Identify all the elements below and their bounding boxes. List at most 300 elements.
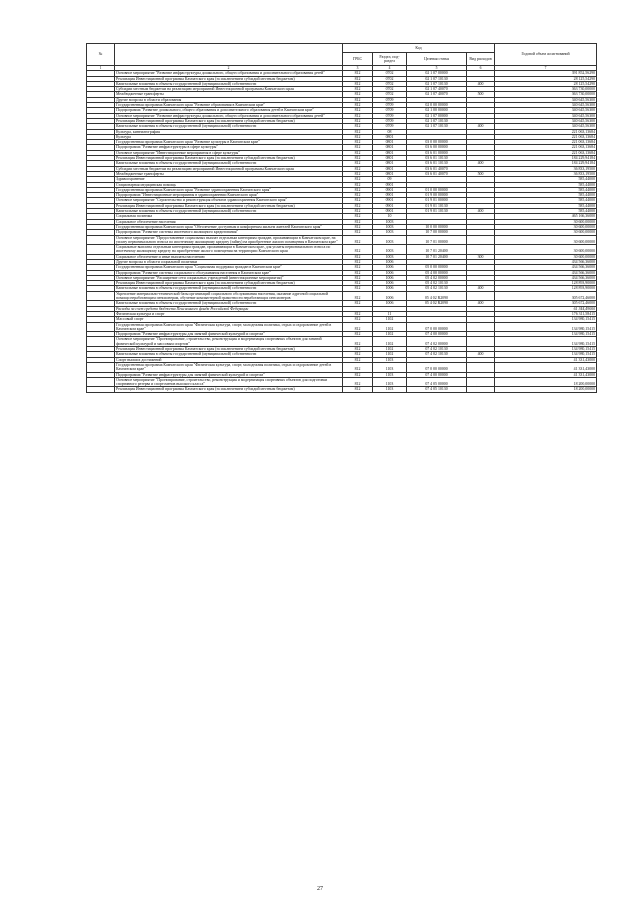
row-grbs: 812	[343, 332, 373, 337]
row-target: 02 1 07 00000	[407, 113, 467, 118]
row-amount: 221 063,13684	[495, 129, 597, 134]
row-vid	[467, 291, 495, 301]
table-row	[87, 362, 597, 372]
row-target: 01 9 01 10130	[407, 203, 467, 208]
col-grbs-header: ГРБС	[343, 53, 373, 66]
row-section: 0901	[373, 182, 407, 187]
row-amount: 30 600,00000	[495, 230, 597, 235]
row-amount: 134 980,15415	[495, 317, 597, 322]
row-target: 03 6 00 00000	[407, 145, 467, 150]
row-vid: 500	[467, 92, 495, 97]
row-target: 01 9 01 10130	[407, 209, 467, 214]
row-grbs: 812	[343, 337, 373, 347]
row-amount: 176 311,58415	[495, 311, 597, 316]
row-section: 1006	[373, 281, 407, 286]
row-num	[87, 235, 115, 245]
row-grbs: 812	[343, 182, 373, 187]
row-section: 0801	[373, 161, 407, 166]
row-num	[87, 291, 115, 301]
row-section: 0801	[373, 150, 407, 155]
row-name: Укрепление материально-технической базы организаций социального обслуживания населения, оказание адресной социальной помощи неработающим пенсионерам, обучение компьютерной грамотности неработающих пенсионеров	[115, 291, 343, 301]
row-name: Подпрограмма "Развитие системы ипотечного жилищного кредитования"	[115, 230, 343, 235]
row-amount: 41 331,43000	[495, 372, 597, 377]
row-grbs: 812	[343, 254, 373, 259]
row-grbs: 812	[343, 224, 373, 229]
row-section: 0709	[373, 124, 407, 129]
row-target: 07 0 00 00000	[407, 362, 467, 372]
row-grbs: 812	[343, 270, 373, 275]
table-row	[87, 235, 597, 245]
row-name: Расходы за счет средств бюджета Пенсионного фонда Российской Федерации	[115, 306, 343, 311]
row-num	[87, 387, 115, 392]
row-grbs: 812	[343, 219, 373, 224]
row-target: 05 4 02 00000	[407, 275, 467, 280]
row-amount: 434 566,36000	[495, 265, 597, 270]
row-target: 02 1 07 00000	[407, 71, 467, 76]
row-amount: 134 980,15415	[495, 337, 597, 347]
row-name: Основное мероприятие "Инвестиционные мероприятия в сфере культуры"	[115, 150, 343, 155]
row-name: Культура, кинематография	[115, 129, 343, 134]
budget-table-sheet	[86, 43, 596, 393]
row-grbs: 812	[343, 372, 373, 377]
row-amount: 363 730,00000	[495, 87, 597, 92]
row-section: 0901	[373, 187, 407, 192]
row-name: Основное мероприятие "Предоставление социальных выплат отдельным категориям граждан, проживающим в Камчатском крае, на уплату первоначального взноса по ипотечному жилищному кредиту (займу) на приобретение жилого помещения в Камчатском крае"	[115, 235, 343, 245]
row-amount: 305 672,46000	[495, 301, 597, 306]
row-amount: 184 229,94184	[495, 156, 597, 161]
table-row	[87, 322, 597, 332]
row-grbs: 812	[343, 71, 373, 76]
row-name: Основное мероприятие "Расширение сети социальных учреждений (инвестиционные мероприятия)"	[115, 275, 343, 280]
row-target: 03 6 01 10130	[407, 161, 467, 166]
row-grbs: 812	[343, 275, 373, 280]
row-amount: 128 893,90000	[495, 281, 597, 286]
row-name: Реализация Инвестиционной программы Камчатского края (за исключением субсидий местным бюджетам)	[115, 76, 343, 81]
row-name: Государственная программа Камчатского края "Развитие культуры в Камчатском крае"	[115, 140, 343, 145]
row-amount: 340 645,56300	[495, 113, 597, 118]
row-name: Реализация Инвестиционной программы Камчатского края (за исключением субсидий местным бюджетам)	[115, 281, 343, 286]
row-target: 10 7 01 20400	[407, 245, 467, 255]
row-grbs: 812	[343, 129, 373, 134]
row-section: 1003	[373, 219, 407, 224]
row-grbs: 812	[343, 291, 373, 301]
row-target: 10 7 01 00000	[407, 235, 467, 245]
row-section: 1006	[373, 259, 407, 264]
row-name: Подпрограмма "Развитие дошкольного, общего образования и дополнительного образования детей в Камчатском крае"	[115, 108, 343, 113]
row-amount: 585,44000	[495, 177, 597, 182]
row-target: 02 1 07 40070	[407, 87, 467, 92]
row-grbs: 812	[343, 377, 373, 387]
row-name: Капитальные вложения в объекты государственной (муниципальной) собственности	[115, 286, 343, 291]
col-vid-header: Вид расходов	[467, 53, 495, 66]
row-amount: 36 833,19500	[495, 171, 597, 176]
row-name: Межбюджетные трансферты	[115, 171, 343, 176]
row-section: 1003	[373, 235, 407, 245]
row-grbs: 812	[343, 113, 373, 118]
row-vid: 400	[467, 209, 495, 214]
col-num-header: №	[87, 44, 115, 66]
row-vid: 400	[467, 301, 495, 306]
row-grbs: 812	[343, 245, 373, 255]
row-target: 02 1 07 10130	[407, 81, 467, 86]
row-name: Другие вопросы в области образования	[115, 97, 343, 102]
row-amount: 434 566,36000	[495, 270, 597, 275]
row-grbs: 812	[343, 265, 373, 270]
row-section: 0801	[373, 134, 407, 139]
row-section: 1102	[373, 347, 407, 352]
row-name: Капитальные вложения в объекты государственной (муниципальной) собственности	[115, 161, 343, 166]
row-name: Реализация Инвестиционной программы Камчатского края (за исключением субсидий местным бюджетам)	[115, 156, 343, 161]
row-vid: 400	[467, 352, 495, 357]
row-amount: 30 600,00000	[495, 245, 597, 255]
colnum: 7	[495, 66, 597, 71]
row-grbs: 812	[343, 193, 373, 198]
row-grbs: 812	[343, 301, 373, 306]
row-vid	[467, 245, 495, 255]
row-name: Реализация Инвестиционной программы Камчатского края (за исключением субсидий местным бюджетам)	[115, 347, 343, 352]
table-row	[87, 291, 597, 301]
table-row	[87, 387, 597, 392]
row-amount: 41 331,43000	[495, 362, 597, 372]
row-name: Государственная программа Камчатского края "Социальная поддержка граждан в Камчатском крае"	[115, 265, 343, 270]
row-amount: 585,44000	[495, 193, 597, 198]
row-amount: 305 672,46000	[495, 291, 597, 301]
row-amount: 134 980,15415	[495, 322, 597, 332]
row-amount: 340 645,56300	[495, 103, 597, 108]
row-section: 1006	[373, 286, 407, 291]
row-name: Субсидии местным бюджетам на реализацию мероприятий Инвестиционной программы Камчатского края	[115, 166, 343, 171]
row-target: 05 4 00 00000	[407, 270, 467, 275]
row-num	[87, 322, 115, 332]
row-amount: 585,44000	[495, 203, 597, 208]
row-name: Основное мероприятие "Строительство и реконструкция объектов здравоохранения Камчатского края"	[115, 198, 343, 203]
col-amount-header: Годовой объем ассигнований	[495, 44, 597, 66]
row-section: 1103	[373, 357, 407, 362]
colnum: 6	[467, 66, 495, 71]
row-section: 1103	[373, 387, 407, 392]
colnum: 3	[343, 66, 373, 71]
row-grbs: 812	[343, 347, 373, 352]
table-row	[87, 337, 597, 347]
col-section-header: Раздел, под- раздел	[373, 53, 407, 66]
row-amount: 18 200,00000	[495, 377, 597, 387]
row-grbs: 812	[343, 145, 373, 150]
row-name: Подпрограмма "Развитие инфраструктуры для занятий физической культурой и спортом"	[115, 372, 343, 377]
row-grbs: 812	[343, 92, 373, 97]
row-target: 05 4 02 10130	[407, 281, 467, 286]
row-amount: 221 063,13684	[495, 140, 597, 145]
row-grbs: 812	[343, 357, 373, 362]
row-num	[87, 245, 115, 255]
row-grbs: 812	[343, 171, 373, 176]
row-section: 1102	[373, 322, 407, 332]
row-name: Капитальные вложения в объекты государственной (муниципальной) собственности	[115, 352, 343, 357]
row-section: 0801	[373, 171, 407, 176]
row-section: 0702	[373, 92, 407, 97]
row-num	[87, 377, 115, 387]
row-amount: 134 980,15415	[495, 332, 597, 337]
row-name: Подпрограмма "Развитие инфраструктуры для занятий физической культурой и спортом"	[115, 332, 343, 337]
row-name: Государственная программа Камчатского края "Обеспечение доступным и комфортным жильем жителей Камчатского края"	[115, 224, 343, 229]
row-grbs: 812	[343, 317, 373, 322]
row-grbs: 812	[343, 108, 373, 113]
row-vid: 400	[467, 286, 495, 291]
row-grbs: 812	[343, 281, 373, 286]
row-section: 0801	[373, 145, 407, 150]
row-name: Стационарная медицинская помощь	[115, 182, 343, 187]
row-name: Социальное обеспечение и иные выплаты населению	[115, 254, 343, 259]
row-amount: 340 645,56300	[495, 97, 597, 102]
row-vid	[467, 387, 495, 392]
col-target-header: Целевая статья	[407, 53, 467, 66]
row-grbs: 812	[343, 235, 373, 245]
row-amount: 221 063,13684	[495, 145, 597, 150]
col-name-header	[115, 44, 343, 66]
row-name: Другие вопросы в области социальной политики	[115, 259, 343, 264]
row-amount: 134 980,15415	[495, 352, 597, 357]
row-amount: 30 600,00000	[495, 224, 597, 229]
row-num	[87, 362, 115, 372]
row-target: 05 4 02 R2090	[407, 291, 467, 301]
row-amount: 36 833,19500	[495, 166, 597, 171]
colnum: 5	[407, 66, 467, 71]
row-amount: 41 331,43000	[495, 357, 597, 362]
row-target: 07 4 05 00000	[407, 377, 467, 387]
row-target: 10 7 00 00000	[407, 230, 467, 235]
page-number: 27	[317, 886, 323, 892]
row-amount: 585,44000	[495, 209, 597, 214]
row-section: 1103	[373, 377, 407, 387]
row-vid: 400	[467, 81, 495, 86]
row-amount: 585,44000	[495, 198, 597, 203]
row-section: 0901	[373, 193, 407, 198]
row-target: 03 6 01 00000	[407, 150, 467, 155]
row-amount: 30 600,00000	[495, 219, 597, 224]
row-vid	[467, 322, 495, 332]
row-section: 1103	[373, 362, 407, 372]
budget-table	[86, 43, 597, 393]
row-grbs: 812	[343, 103, 373, 108]
row-name: Здравоохранение	[115, 177, 343, 182]
row-amount: 585,44000	[495, 182, 597, 187]
row-grbs: 812	[343, 140, 373, 145]
row-grbs: 812	[343, 286, 373, 291]
row-amount: 30 600,00000	[495, 235, 597, 245]
row-section: 1003	[373, 254, 407, 259]
row-target: 02 1 07 10130	[407, 76, 467, 81]
row-num	[87, 337, 115, 347]
row-target: 07 4 00 00000	[407, 372, 467, 377]
row-grbs: 812	[343, 150, 373, 155]
row-section: 1006	[373, 265, 407, 270]
row-target: 01 0 00 00000	[407, 187, 467, 192]
row-amount: 391 852,56290	[495, 71, 597, 76]
row-grbs: 812	[343, 161, 373, 166]
row-amount: 61 344,49000	[495, 306, 597, 311]
row-section: 1102	[373, 352, 407, 357]
row-amount: 28 125,54290	[495, 76, 597, 81]
row-section: 0709	[373, 97, 407, 102]
row-section: 0801	[373, 156, 407, 161]
row-section: 1006	[373, 301, 407, 306]
row-section: 1102	[373, 317, 407, 322]
row-grbs: 812	[343, 203, 373, 208]
row-vid	[467, 377, 495, 387]
row-vid: 300	[467, 254, 495, 259]
row-section: 1006	[373, 270, 407, 275]
row-amount: 340 645,56300	[495, 118, 597, 123]
row-name: Основное мероприятие "Развитие инфраструктуры дошкольного, общего образования и дополнительного образования детей"	[115, 113, 343, 118]
row-target: 02 1 00 00000	[407, 108, 467, 113]
row-name: Социальное обеспечение населения	[115, 219, 343, 224]
row-target: 02 1 07 10130	[407, 124, 467, 129]
row-amount: 221 063,13684	[495, 150, 597, 155]
row-target: 02 1 07 10130	[407, 118, 467, 123]
row-grbs: 812	[343, 352, 373, 357]
row-amount: 134 980,15415	[495, 347, 597, 352]
row-section: 1006	[373, 291, 407, 301]
row-section: 0702	[373, 76, 407, 81]
row-grbs: 812	[343, 387, 373, 392]
row-target: 05 0 00 00000	[407, 265, 467, 270]
row-amount: 434 566,36000	[495, 259, 597, 264]
row-grbs: 812	[343, 118, 373, 123]
row-amount: 465 166,36000	[495, 214, 597, 219]
row-section: 0801	[373, 140, 407, 145]
row-amount: 18 200,00000	[495, 387, 597, 392]
colnum: 2	[115, 66, 343, 71]
row-name: Основное мероприятие "Проектирование, строительство, реконструкция и модернизация спортивных объектов для занятий физической культурой и массовым спортом"	[115, 337, 343, 347]
row-grbs: 812	[343, 198, 373, 203]
row-vid	[467, 235, 495, 245]
row-section: 0801	[373, 166, 407, 171]
row-name: Основное мероприятие "Проектирование, строительство, реконструкция и модернизация спортивных объектов для подготовки спортивного резерва и спортсменов высокого класса"	[115, 377, 343, 387]
row-name: Капитальные вложения в объекты государственной (муниципальной) собственности	[115, 209, 343, 214]
row-target: 03 0 00 00000	[407, 140, 467, 145]
row-grbs: 812	[343, 230, 373, 235]
row-name: Социальная политика	[115, 214, 343, 219]
row-grbs: 812	[343, 81, 373, 86]
row-name: Государственная программа Камчатского края "Развитие образования в Камчатском крае"	[115, 103, 343, 108]
row-grbs: 812	[343, 214, 373, 219]
row-section: 1103	[373, 372, 407, 377]
row-section: 08	[373, 129, 407, 134]
colnum: 1	[87, 66, 115, 71]
row-section: 09	[373, 177, 407, 182]
row-section: 0709	[373, 103, 407, 108]
row-section: 0901	[373, 209, 407, 214]
row-target: 07 4 05 10130	[407, 387, 467, 392]
row-name: Основное мероприятие "Развитие инфраструктуры дошкольного, общего образования и дополнительного образования детей"	[115, 71, 343, 76]
row-vid	[467, 362, 495, 372]
row-name: Государственная программа Камчатского края "Физическая культура, спорт, молодежная политика, отдых и оздоровление детей в Камчатском крае"	[115, 322, 343, 332]
row-grbs: 812	[343, 187, 373, 192]
row-name: Капитальные вложения в объекты государственной (муниципальной) собственности	[115, 81, 343, 86]
row-section: 0702	[373, 71, 407, 76]
row-amount: 184 229,94184	[495, 161, 597, 166]
row-section: 1003	[373, 230, 407, 235]
row-target: 02 0 00 00000	[407, 103, 467, 108]
row-section: 1102	[373, 337, 407, 347]
row-name: Физическая культура и спорт	[115, 311, 343, 316]
row-section: 1102	[373, 332, 407, 337]
row-grbs: 812	[343, 87, 373, 92]
row-amount: 221 063,13684	[495, 134, 597, 139]
row-name: Межбюджетные трансферты	[115, 92, 343, 97]
row-name: Подпрограмма "Инвестиционные мероприятия в здравоохранении Камчатского края"	[115, 193, 343, 198]
row-vid: 400	[467, 161, 495, 166]
row-section: 0901	[373, 198, 407, 203]
row-section: 0901	[373, 203, 407, 208]
row-section: 0702	[373, 87, 407, 92]
row-section: 10	[373, 214, 407, 219]
row-target: 07 4 00 00000	[407, 332, 467, 337]
row-vid: 500	[467, 171, 495, 176]
row-grbs: 812	[343, 322, 373, 332]
row-target: 07 4 02 10130	[407, 352, 467, 357]
row-vid: 400	[467, 124, 495, 129]
row-amount: 363 730,00000	[495, 92, 597, 97]
table-row	[87, 245, 597, 255]
row-name: Реализация Инвестиционной программы Камчатского края (за исключением субсидий местным бюджетам)	[115, 203, 343, 208]
row-grbs: 812	[343, 166, 373, 171]
row-name: Спорт высших достижений	[115, 357, 343, 362]
row-grbs: 812	[343, 134, 373, 139]
code-group-header: Код	[343, 44, 495, 53]
row-name: Социальные выплаты отдельным категориям граждан, проживающим в Камчатском крае, для уплаты первоначального взноса по ипотечному жилищному кредиту на приобретение жилого помещения на территории Камчатского края	[115, 245, 343, 255]
row-target: 05 4 02 R2090	[407, 301, 467, 306]
row-amount: 30 600,00000	[495, 254, 597, 259]
row-grbs: 812	[343, 156, 373, 161]
row-section: 1003	[373, 224, 407, 229]
row-section: 11	[373, 311, 407, 316]
row-grbs: 812	[343, 177, 373, 182]
row-name: Подпрограмма "Развитие инфраструктуры в сфере культуры"	[115, 145, 343, 150]
row-section: 0709	[373, 118, 407, 123]
row-amount: 28 125,54290	[495, 81, 597, 86]
row-grbs: 812	[343, 97, 373, 102]
row-name: Капитальные вложения в объекты государственной (муниципальной) собственности	[115, 124, 343, 129]
row-grbs: 812	[343, 311, 373, 316]
row-section: 0702	[373, 81, 407, 86]
row-grbs: 812	[343, 124, 373, 129]
row-name: Массовый спорт	[115, 317, 343, 322]
row-amount: 340 645,56300	[495, 124, 597, 129]
row-target: 03 6 01 40070	[407, 171, 467, 176]
row-target: 10 0 00 00000	[407, 224, 467, 229]
row-grbs: 812	[343, 76, 373, 81]
row-name: Субсидии местным бюджетам на реализацию мероприятий Инвестиционной программы Камчатского края	[115, 87, 343, 92]
row-amount: 585,44000	[495, 187, 597, 192]
row-name: Государственная программа Камчатского края "Физическая культура, спорт, молодежная политика, отдых и оздоровление детей в Камчатском крае"	[115, 362, 343, 372]
row-section: 0709	[373, 108, 407, 113]
budget-table-body	[87, 71, 597, 392]
row-target: 07 4 02 00000	[407, 337, 467, 347]
row-grbs: 812	[343, 209, 373, 214]
row-grbs: 812	[343, 259, 373, 264]
row-name: Подпрограмма "Развитие системы социального обслуживания населения в Камчатском крае"	[115, 270, 343, 275]
row-name: Реализация Инвестиционной программы Камчатского края (за исключением субсидий местным бюджетам)	[115, 387, 343, 392]
row-section: 1003	[373, 245, 407, 255]
row-target: 07 4 02 10130	[407, 347, 467, 352]
row-target: 05 4 02 10130	[407, 286, 467, 291]
row-name: Культура	[115, 134, 343, 139]
row-target: 02 1 07 40070	[407, 92, 467, 97]
row-section: 0709	[373, 113, 407, 118]
table-row	[87, 377, 597, 387]
colnum: 4	[373, 66, 407, 71]
row-target: 01 9 00 00000	[407, 193, 467, 198]
